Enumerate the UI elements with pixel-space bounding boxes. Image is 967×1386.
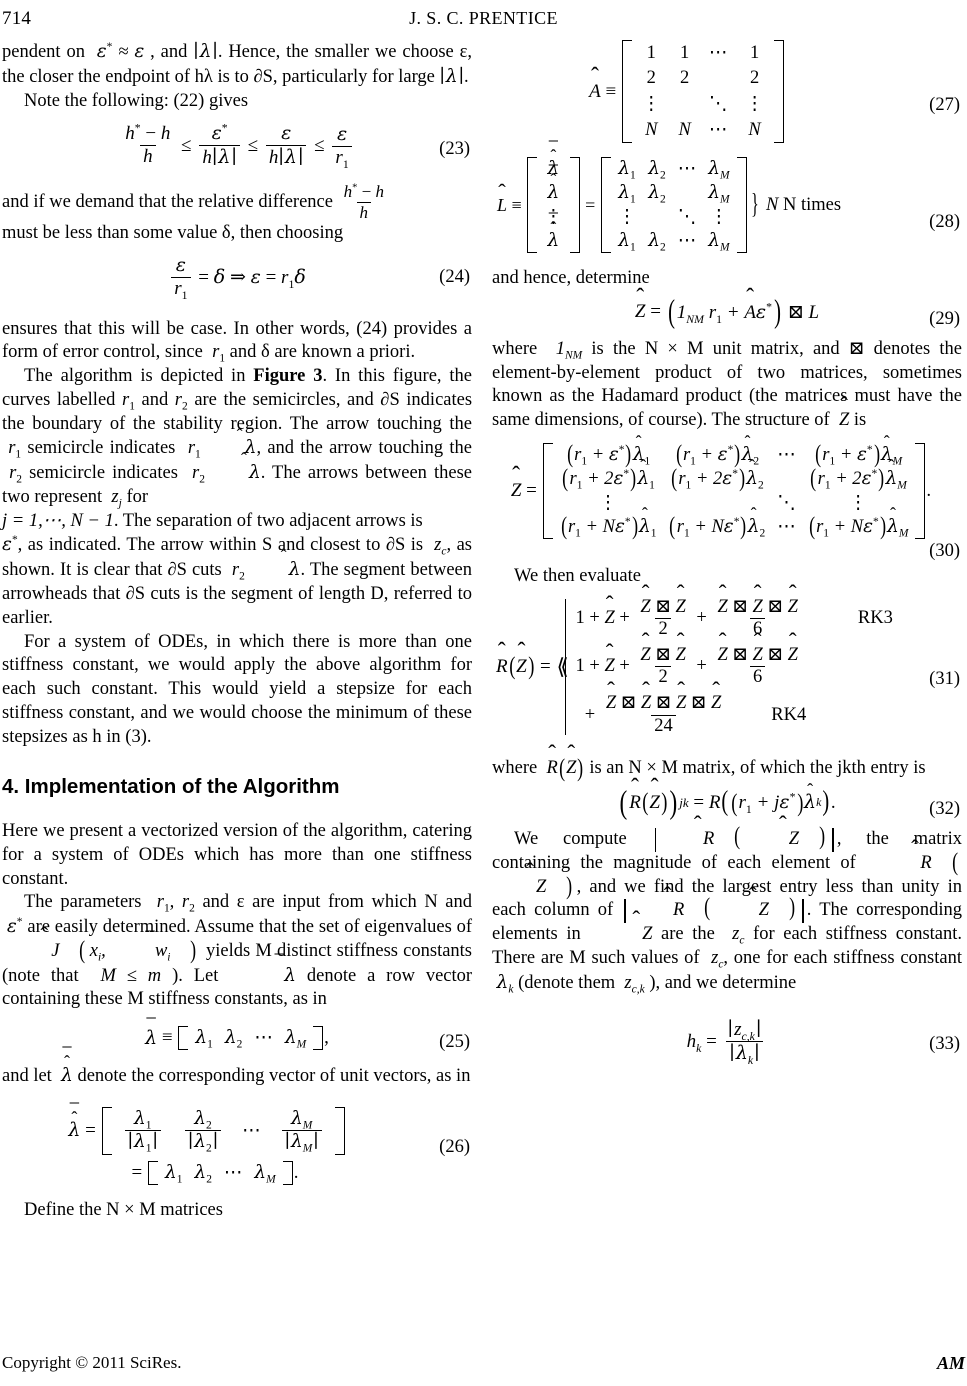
text-run: are the [661,924,715,945]
equation-30: Z = $(r_1 + \varepsilon^*)\lambda$ $_1$ $(r_1 + \varepsilon^*)\lambda$ $_2$ ⋯ $(r_1 + \varepsilon^*)\lambda$ $_M$ $(r_1 + 2\varepsilon^*)\lambda$ $_1$ $(r_1 + 2\varepsilon^*)\lambda$ $_2$ $(r_1 + 2\varepsilon^*)\lambda$ $_M$ ⋮ ⋱ ⋮ $(r_1 + N\varepsilon^*)\lambda$ $_1$ $(r_1 + N\varepsilon^*)\lambda$ $_2$ ⋯ $(r_1 + N\varepsilon^*)\lambda$ $_M$ . [510,441,932,541]
paragraph-and-hence-determine [492,267,962,291]
text-run: , and we find the largest entry less than unity in each column of [492,876,962,921]
equation-number-26: (26) [439,1136,470,1157]
matrix-L-stacked-lambda: λ λ ⋮ λ [526,157,581,253]
math-inline-epsstar: ε* [2,534,18,556]
paragraph-vectorized-version [2,820,472,891]
text-run: (denote them [518,972,616,993]
equation-28: L ≡ λ λ ⋮ λ = $\lambda_1$ $\lambda_2$ ⋯ $\lambda_M$ $\lambda_1$ $\lambda_2$ $\lambda_M$ ⋮ ⋱ ⋮ $\lambda_1$ $\lambda_2$ ⋯ $\lambda_M$ } N N times (28) [496,158,960,254]
math-inline-r1: $r_1$ [207,342,226,366]
text-run: The parameters [24,892,142,913]
frac-ZZZZ-over-24: Z ⊠ Z ⊠ Z ⊠ Z 24 [605,693,722,736]
text-run: The algorithm is depicted in [24,366,246,387]
page-number: 714 [2,8,32,29]
text-run: ). Let [172,965,219,986]
math-inline-eps-approx: ε* ≈ ε [96,40,145,62]
section-heading-4: 4. Implementation of the Algorithm [2,775,340,799]
frac-lambda1-over-abs: $\lambda_1$ ∣ $\lambda_1$ ∣ [125,1109,161,1153]
text-run: is the N × M unit matrix, and ⊠ denotes the element-by-element product of two matrices, sometimes known as the Hadamard product (the matrices must have the same dimensions, of course). The structure of [492,338,963,431]
running-head-author: J. S. C. PRENTICE [409,8,558,28]
text-run: is [853,410,867,431]
equation-number-30: (30) [929,540,960,561]
case-label-rk4: RK4 [771,704,807,725]
equation-number-31: (31) [929,668,960,689]
text-run: is an N × M matrix, of which the jkth entry is [589,758,926,779]
equation-number-28: (28) [929,212,960,232]
text-run: and if we demand that the relative difference [2,191,333,212]
equation-33: $h_k$ = ∣ $z_{c,k}$ ∣ ∣ $\lambda_k$ ∣ (33) [492,1020,962,1064]
cases-rk3-rk4 [556,595,893,740]
text-run: . The corresponding elements in [492,900,963,945]
equation-number-33: (33) [929,1033,960,1054]
right-column [492,40,963,1067]
math-inline-r2b: $r_2$ [2,463,22,486]
A-hat-symbol: A [589,80,601,102]
math-inline-r2: $r_2$ [174,389,188,413]
text-run: and δ are known a priori. [229,342,416,363]
text-run: Define the N × M matrices [24,1200,223,1221]
matrix-A-hat: 1 1 ⋯ 1 2 2 2 ⋮ ⋱ ⋮ N N ⋯ N [621,40,785,143]
text-run: . In this figure, the curves labelled [2,366,472,410]
math-inline-lambda-bar-hat: λ [61,1065,73,1087]
paragraph-error-control [2,318,472,366]
equation-30-number-line [492,539,962,565]
math-inline-epsstar-b: ε* [6,915,23,938]
math-inline-abs-lambda: ∣ λ ∣ [193,40,218,65]
brace-n-times: } [750,188,759,221]
text-run: semicircle indicates [29,463,178,484]
equation-32: ( R (Z ) ) jk = R ( ( $r_1 + j\varepsilon^*$ ) λ k ) . (32) [619,783,960,820]
math-inline-abs-lambda2: ∣ λ ∣ [440,65,465,90]
text-run: . The segment between arrowheads that ∂S cuts is the segment of length D, referred to earlier. [2,560,473,628]
math-inline-zc: $z_c$ [428,535,447,559]
text-run: We compute [514,829,627,850]
math-inline-zc-b: $z_c$ [723,924,745,948]
matrix-unit-vector-row: $\lambda_1$ ∣ $\lambda_1$ ∣ $\lambda_2$ ∣ $\lambda_2$ ∣ ⋯ $\lambda_M$ ∣ $\lambda_M$ ∣ [101,1107,346,1155]
math-inline-Rhat-Zhat: R (Z ) [546,754,584,782]
math-inline-abs-Rhat-Zhat: R ( Z ) [652,828,837,852]
matrix-L-expanded: $\lambda_1$ $\lambda_2$ ⋯ $\lambda_M$ $\lambda_1$ $\lambda_2$ $\lambda_M$ ⋮ ⋱ ⋮ $\lambda_1$ $\lambda_2$ ⋯ $\lambda_M$ [600,157,748,253]
h-k-symbol: $h_k$ [686,1030,702,1055]
math-inline-zck: $z_{c,k}$ [619,972,645,996]
text-run: , as indicated. The arrow within S and closest to ∂S is [17,535,424,556]
frac-inline-rel-diff: $\frac{h^* - h}{h}$ [343,181,384,222]
text-run: , as shown. It is clear that ∂S cuts [2,535,473,581]
case-row-rk3: 1 + Z + Z ⊠ Z 2 + Z ⊠ Z ⊠ Z 6 RK3 [575,596,893,640]
equation-25: λ ≡ $\lambda_1$ $\lambda_2$ ⋯ $\lambda_M$ , (25) [145,1026,470,1053]
frac-epsstar-over-h-abs-lambda: $\frac{\varepsilon^*}{h ∣ \lambda}$ ∣ [199,123,240,168]
text-run: For a system of ODEs, in which there is more than one stiffness constant, we would apply the above algorithm for each such constant. This would yield a stepsize for each stiffness constant, and we would choose the minimum of these stepsizes as h in (3). [2,631,472,747]
equation-31: R (Z ) = ⟪ 1 + Z + Z ⊠ Z 2 + Z ⊠ Z ⊠ Z 6 RK3 1 + Z + Z ⊠ Z 2 + Z ⊠ Z ⊠ Z 6 + Z ⊠ Z ⊠ Z ⊠ Z 24 RK4 (31) [492,595,962,740]
frac-ZZZ-over-6: Z ⊠ Z ⊠ Z 6 [717,596,798,640]
matrix-Z-expanded: $(r_1 + \varepsilon^*)\lambda$ $_1$ $(r_1 + \varepsilon^*)\lambda$ $_2$ ⋯ $(r_1 + \varepsilon^*)\lambda$ $_M$ $(r_1 + 2\varepsilon^*)\lambda$ $_1$ $(r_1 + 2\varepsilon^*)\lambda$ $_2$ $(r_1 + 2\varepsilon^*)\lambda$ $_M$ ⋮ ⋱ ⋮ $(r_1 + N\varepsilon^*)\lambda$ $_1$ $(r_1 + N\varepsilon^*)\lambda$ $_2$ ⋯ $(r_1 + N\varepsilon^*)\lambda$ $_M$ [542,443,927,539]
equation-number-27: (27) [929,95,960,115]
paragraph-unit-vectors [2,1064,472,1089]
math-inline-1NM: $1_{NM}$ [546,338,583,362]
frac-abs-zck-over-abs-lambdak: ∣ $z_{c,k}$ ∣ ∣ $\lambda_k$ ∣ [725,1020,765,1064]
journal-abbreviation: AM [936,1353,965,1373]
equation-23: $\frac{h^* - h}{h}$ ≤ $\frac{\varepsilon^*}{h ∣ \lambda}$ ∣ ≤ $\frac{\varepsilon}{h ∣ \lambda}$ ∣ ≤ $\frac{\varepsilon}{r_1}$ (23) [2,123,472,168]
figure-reference: Figure 3 [253,366,323,387]
text-run: yields M distinct stiffness constants (note that [2,940,473,986]
math-inline-jacobian: J ( $x_i$, w $_i$ ) [51,937,197,965]
text-run: and hence, determine [492,268,650,288]
paragraph-continuation [2,40,472,90]
lambda-bar-symbol: λ [145,1026,158,1049]
paragraph-jk-entry [492,754,962,782]
math-inline-r2-lambdahat: $r_2$ λ [184,462,261,486]
math-inline-lambda-k: $\lambda_k$ [496,971,514,996]
frac-lambdaM-over-abs: $\lambda_M$ ∣ $\lambda_M$ ∣ [282,1109,322,1153]
equation-number-29: (29) [929,308,960,329]
case-brace: ⟪ [556,595,572,740]
equation-26-second-line: = $\lambda_1$ $\lambda_2$ ⋯ $\lambda_M$ . [131,1162,299,1186]
text-run: , and the arrow touching the [256,438,472,459]
frac-eps-over-r1: $\frac{\varepsilon}{r_1}$ [332,124,351,168]
lambda-bar-hat-symbol: λ [68,1119,81,1142]
equation-number-25: (25) [439,1032,470,1053]
n-times-label: N times [782,194,842,215]
page-footer [2,1353,965,1374]
math-inline-abs-Rhat-Zhat-b: R ( Z ) [621,899,806,923]
frac-eps-over-h-abs-lambda: $\frac{\varepsilon}{h ∣ \lambda}$ ∣ [266,123,307,168]
text-run: . [464,66,469,87]
math-inline-j-range: j = 1,⋯, N − 1 [2,510,114,531]
equation-29: Z = ( $1_{NM}$ $r_1 + A$ ε* ) ⊠ L (29) [634,293,960,331]
equation-number-24: (24) [439,267,470,288]
text-run: where [492,338,538,359]
text-run: . The separation of two adjacent arrows is [113,510,423,531]
text-run: ensures that this will be case. In other words, (24) provides a form of error control, since [2,318,472,363]
case-row-rk4-line1: 1 + Z + Z ⊠ Z 2 + Z ⊠ Z ⊠ Z 6 [576,643,893,691]
text-run: Here we present a vectorized version of the algorithm, catering for a system of ODEs which has more than one stiffness constant. [2,820,472,889]
paragraph-define-matrices [2,1199,472,1223]
matrix-row-vector-lambda: $\lambda_1$ $\lambda_2$ ⋯ $\lambda_M$ [177,1026,324,1050]
text-run: are easily determined. Assume that the set of eigenvalues of [27,917,473,938]
frac-hstar-minus-h-over-h: $\frac{h^* - h}{h}$ [125,121,171,168]
text-run: semicircle indicates [27,438,176,459]
text-run: and let [2,1066,52,1087]
copyright-notice: Copyright © 2011 SciRes. [2,1353,182,1372]
text-run: , one for each stiffness constant [723,948,962,969]
equation-number-23: (23) [439,139,470,160]
text-run: , the matrix containing the magnitude of each element of [492,829,962,873]
text-run: are the semicircles, and ∂S indicates the boundary of the stability region. The arrow touching the [2,389,473,434]
text-run: denote the corresponding vector of unit vectors, as in [77,1066,471,1087]
text-run: where [492,758,538,779]
math-inline-r1-r2: $r_1$, $r_2$ [149,892,195,915]
running-head [0,8,967,30]
text-run: and [141,389,169,410]
text-run: Note the following: (22) gives [24,90,249,111]
text-run: for [126,486,149,507]
paragraph-we-then-evaluate [492,565,962,589]
math-inline-r1c: $r_1$ [2,438,22,462]
case-label-rk3: RK3 [857,608,893,629]
text-run: . The arrows between these two represent [2,463,472,507]
equation-27: A ≡ 1 1 ⋯ 1 2 2 2 ⋮ ⋱ ⋮ N N ⋯ N (27) [492,40,962,143]
frac-ZZZ-over-6-b: Z ⊠ Z ⊠ Z 6 [717,644,798,688]
equation-number-32: (32) [929,799,960,820]
text-run: for each stiffness constant. There are M such values of [492,924,963,969]
math-inline-lambda-bar: λ [284,964,296,986]
frac-ZZ-over-2: Z ⊠ Z 2 [640,596,686,640]
paragraph-relative-difference [2,183,472,246]
frac-eps-over-r1-eq24: $\frac{\varepsilon}{r_1}$ [171,255,190,299]
frac-ZZ-over-2-b: Z ⊠ Z 2 [640,644,686,688]
frac-lambda2-over-abs: $\lambda_2$ ∣ $\lambda_2$ ∣ [185,1109,221,1153]
math-inline-M-le-m: M ≤ m [89,965,173,986]
text-run: must be less than some value δ, then choosing [2,222,344,243]
case-row-rk4-line2: + Z ⊠ Z ⊠ Z ⊠ Z 24 RK4 [575,693,807,736]
Z-hat-symbol: Z [634,301,646,323]
paragraph-note-22 [2,90,472,114]
text-run: denote a row vector containing these M stiffness constants, as in [2,965,473,1010]
paragraph-figure3-description [2,365,472,630]
text-run: . Hence, the smaller we choose ε, the closer the endpoint of hλ is to ∂S, particularly for large [2,42,473,87]
text-run: We then evaluate [514,565,641,586]
math-inline-Zhat: Z [838,410,850,431]
paragraph-hadamard-product [492,338,962,433]
paragraph-system-of-odes [2,631,472,750]
math-inline-r1b: $r_1$ [121,389,135,413]
text-run: pendent on [2,42,85,62]
math-inline-Rhat-Zhat-b: R (Z ) [536,849,958,901]
equation-26: λ = $\lambda_1$ ∣ $\lambda_1$ ∣ $\lambda_2$ ∣ $\lambda_2$ ∣ ⋯ $\lambda_M$ ∣ $\lambda_M$ ∣ (26) [2,1107,472,1155]
text-run: and ε are input from which N and [202,892,473,913]
paragraph-parameters [2,891,472,1012]
paragraph-we-compute-magnitudes [492,823,963,996]
math-inline-zc-c: $z_c$ [705,948,724,971]
math-inline-r1-lambdahat: $r_1$ λ [181,437,257,462]
left-column [2,40,472,1223]
math-inline-Zhat-c: Z [642,924,653,945]
math-inline-zj: $z_j$ [106,486,122,510]
R-hat-of-Z-hat-symbol: R (Z ) [496,651,535,681]
text-run: , and [150,42,188,62]
matrix-unit-vector-row-simplified: $\lambda_1$ $\lambda_2$ ⋯ $\lambda_M$ [147,1161,294,1185]
equation-24: $\frac{\varepsilon}{r_1}$ = δ ⇒ $\varepsilon = r_1\delta$ (24) [2,255,472,299]
L-hat-symbol: L [496,194,507,215]
text-run: ), and we determine [649,972,797,993]
math-inline-r2-lambdahat-b: $r_2$ λ [226,559,301,583]
Z-hat-symbol-eq30: Z [510,479,522,501]
